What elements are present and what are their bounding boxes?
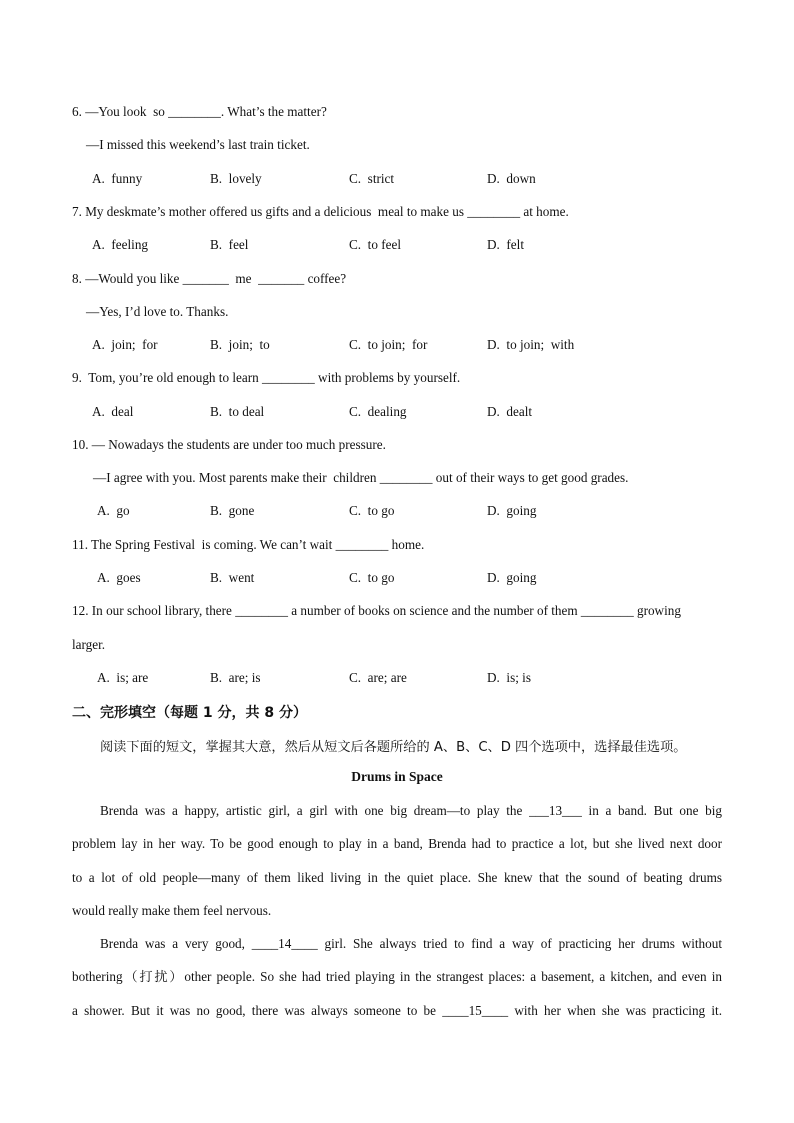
paragraph-line: bothering（打扰）other people. So she had tried playing in the strangest places: a basement, a kitchen, and even in: [72, 969, 722, 984]
option-c[interactable]: C. to join; for: [349, 337, 428, 352]
option-c[interactable]: C. dealing: [349, 404, 407, 419]
option-a[interactable]: A. feeling: [92, 237, 149, 252]
option-d[interactable]: D. down: [487, 171, 536, 186]
option-a[interactable]: A. goes: [97, 570, 141, 585]
option-a[interactable]: A. go: [97, 503, 130, 518]
option-b[interactable]: B. gone: [210, 503, 255, 518]
question-12-stem: 12. In our school library, there ________ a number of books on science and the number of them ________ growing: [72, 603, 681, 618]
option-c[interactable]: C. strict: [349, 171, 395, 186]
question-6-stem: 6. —You look so ________. What’s the matter?: [72, 104, 327, 119]
option-d[interactable]: D. is; is: [487, 670, 531, 685]
paragraph-line: problem lay in her way. To be good enough to play in a band, Brenda had to practice a lot, but she lived next door: [72, 836, 722, 851]
section-title: 二、完形填空（每题 1 分，共 8 分）: [72, 705, 307, 721]
paragraph-line: would really make them feel nervous.: [72, 903, 272, 918]
option-b[interactable]: B. lovely: [210, 171, 262, 186]
question-6-response: —I missed this weekend’s last train ticket.: [86, 137, 310, 152]
option-c[interactable]: C. to go: [349, 503, 395, 518]
option-d[interactable]: D. to join; with: [487, 337, 575, 352]
option-a[interactable]: A. join; for: [92, 337, 158, 352]
option-d[interactable]: D. going: [487, 570, 537, 585]
question-7-stem: 7. My deskmate’s mother offered us gifts and a delicious meal to make us ________ at home.: [72, 204, 569, 219]
question-8-response: —Yes, I’d love to. Thanks.: [86, 304, 229, 319]
question-8-stem: 8. —Would you like _______ me _______ coffee?: [72, 271, 347, 286]
option-a[interactable]: A. deal: [92, 404, 134, 419]
question-10-stem: 10. — Nowadays the students are under too much pressure.: [72, 437, 386, 452]
option-c[interactable]: C. to feel: [349, 237, 402, 252]
section-instruction: 阅读下面的短文，掌握其大意，然后从短文后各题所给的 A、B、C、D 四个选项中，选择最佳选项。: [100, 740, 687, 755]
question-11-stem: 11. The Spring Festival is coming. We can’t wait ________ home.: [72, 537, 425, 552]
option-d[interactable]: D. dealt: [487, 404, 533, 419]
option-b[interactable]: B. went: [210, 570, 255, 585]
option-c[interactable]: C. are; are: [349, 670, 407, 685]
option-a[interactable]: A. funny: [92, 171, 143, 186]
paragraph-line: to a lot of old people—many of them liked living in the quiet place. She knew that the sound of beating drums: [72, 870, 722, 885]
option-b[interactable]: B. are; is: [210, 670, 261, 685]
option-d[interactable]: D. going: [487, 503, 537, 518]
paragraph-line: Brenda was a happy, artistic girl, a girl with one big dream—to play the ___13___ in a band. But one big: [100, 803, 722, 818]
paragraph-line: a shower. But it was no good, there was always someone to be ____15____ with her when she was practicing it.: [72, 1003, 722, 1018]
option-b[interactable]: B. join; to: [210, 337, 270, 352]
question-12-stem-cont: larger.: [72, 637, 106, 652]
paragraph-line: Brenda was a very good, ____14____ girl. She always tried to find a way of practicing her drums without: [100, 936, 722, 951]
option-c[interactable]: C. to go: [349, 570, 395, 585]
option-a[interactable]: A. is; are: [97, 670, 149, 685]
option-b[interactable]: B. to deal: [210, 404, 265, 419]
question-9-stem: 9. Tom, you’re old enough to learn ________ with problems by yourself.: [72, 370, 461, 385]
option-b[interactable]: B. feel: [210, 237, 249, 252]
option-d[interactable]: D. felt: [487, 237, 524, 252]
passage-title: Drums in Space: [351, 769, 443, 784]
question-10-response: —I agree with you. Most parents make their children ________ out of their ways to get good grades.: [93, 470, 629, 485]
